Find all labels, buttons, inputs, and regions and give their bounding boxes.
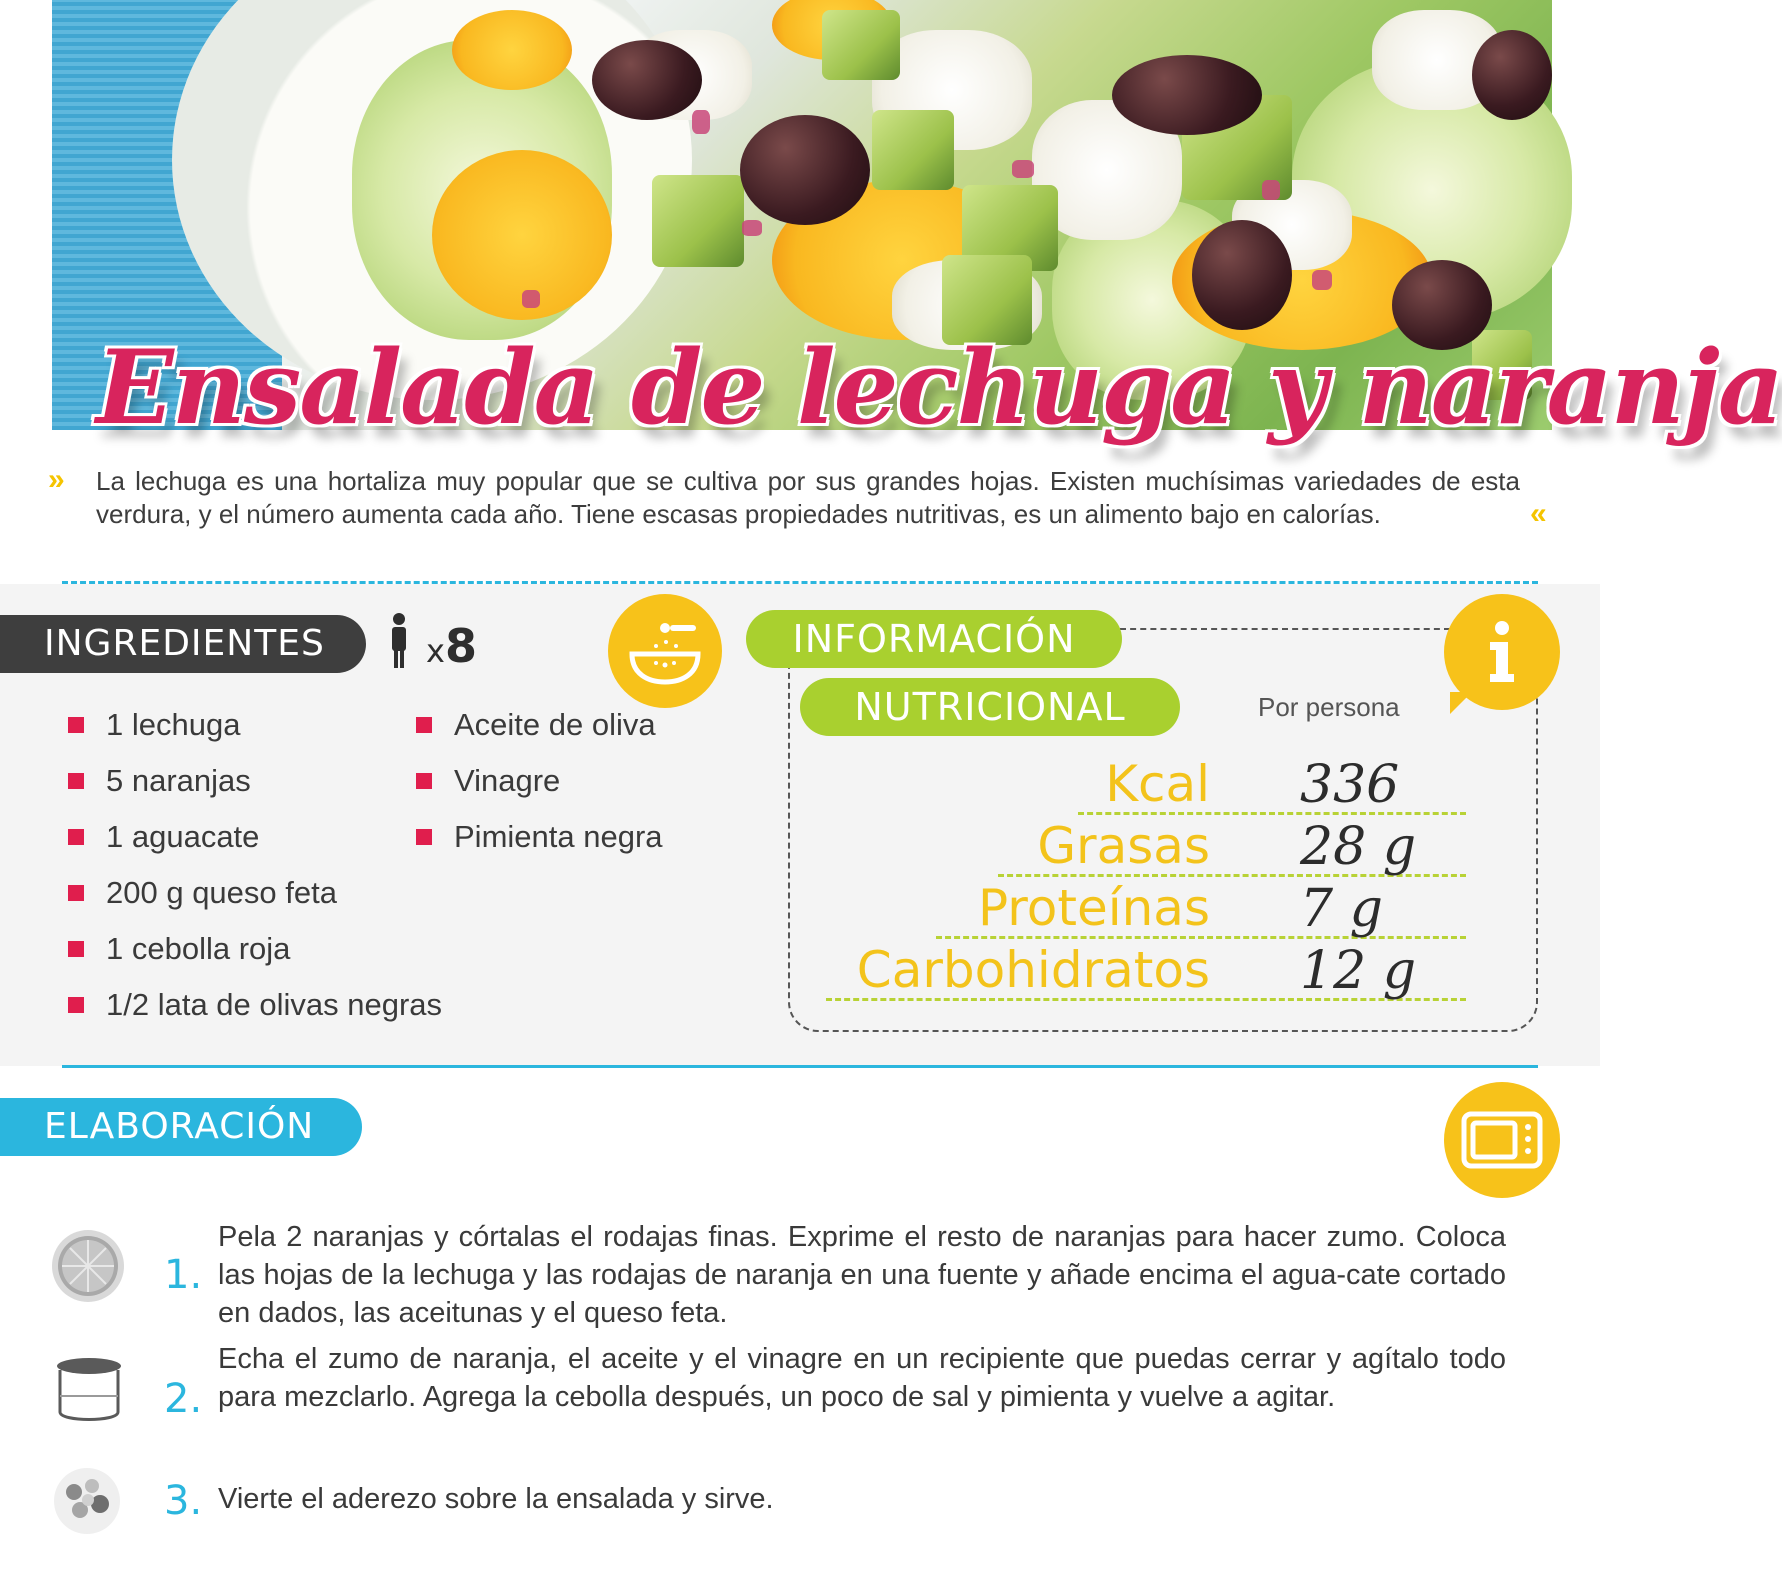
salad-bowl-icon xyxy=(52,1466,122,1536)
step-text: Pela 2 naranjas y córtalas el rodajas finas. Exprime el resto de naranjas para hacer zumo. Coloca las hojas de la lechuga y las rodajas de naranja en una fuente y añade encima el agua-cate cortado en dados, las aceitunas y el queso feta. xyxy=(218,1221,1506,1329)
intro-paragraph: La lechuga es una hortaliza muy popular que se cultiva por sus grandes hojas. Existen muchísimas variedades de esta verdura, y el número aumenta cada año. Tiene escasas propiedades nutritivas, es un alimento bajo en calorías. xyxy=(96,466,1520,529)
nutrition-heading-2: NUTRICIONAL xyxy=(800,678,1180,736)
list-item: 1 lechuga xyxy=(68,697,448,753)
step-text: Echa el zumo de naranja, el aceite y el vinagre en un recipiente que puedas cerrar y agítalo todo para mezclarlo. Agrega la cebolla después, un poco de sal y pimienta y vuelve a agitar. xyxy=(218,1343,1506,1413)
speech-tail xyxy=(1450,692,1472,714)
servings-count: 8 xyxy=(444,619,477,673)
chevron-right-icon: » xyxy=(48,463,65,496)
nutrition-heading-1: INFORMACIÓN xyxy=(746,610,1122,668)
chevron-left-icon: « xyxy=(1530,497,1547,530)
list-item: 5 naranjas xyxy=(68,753,448,809)
list-item: Aceite de oliva xyxy=(416,697,716,753)
divider xyxy=(62,1065,1538,1068)
nutrition-row-carbohidratos: Carbohidratos 12 g xyxy=(0,943,1600,1005)
elaboration-heading: ELABORACIÓN xyxy=(0,1098,362,1156)
ingredients-heading: INGREDIENTES xyxy=(0,615,366,673)
list-item: 1/2 lata de olivas negras xyxy=(68,977,448,1033)
servings-indicator xyxy=(388,612,477,673)
bowl-icon xyxy=(608,594,722,708)
list-item: 1 aguacate xyxy=(68,809,448,865)
servings-prefix: x xyxy=(426,632,445,670)
per-person-label: Por persona xyxy=(1258,692,1400,722)
intro-text-block xyxy=(48,463,1547,531)
person-icon xyxy=(388,612,410,668)
nutrition-row-proteinas: Proteínas 7 g xyxy=(0,881,1600,943)
container-icon xyxy=(54,1356,124,1426)
step-number: 3. xyxy=(164,1478,203,1524)
list-item: 1 cebolla roja xyxy=(68,921,448,977)
list-item: Vinagre xyxy=(416,753,716,809)
microwave-icon xyxy=(1444,1082,1560,1198)
divider xyxy=(1120,628,1450,630)
nutrition-row-kcal: Kcal 336 xyxy=(0,757,1600,819)
step-number: 2. xyxy=(164,1376,203,1422)
nutrition-row-grasas: Grasas 28 g xyxy=(0,819,1600,881)
step-number: 1. xyxy=(164,1252,203,1298)
orange-slice-icon xyxy=(50,1228,126,1304)
step-text: Vierte el aderezo sobre la ensalada y sirve. xyxy=(218,1483,774,1515)
list-item: Pimienta negra xyxy=(416,809,716,865)
list-item: 200 g queso feta xyxy=(68,865,448,921)
recipe-title: Ensalada de lechuga y naranja xyxy=(96,328,1782,448)
